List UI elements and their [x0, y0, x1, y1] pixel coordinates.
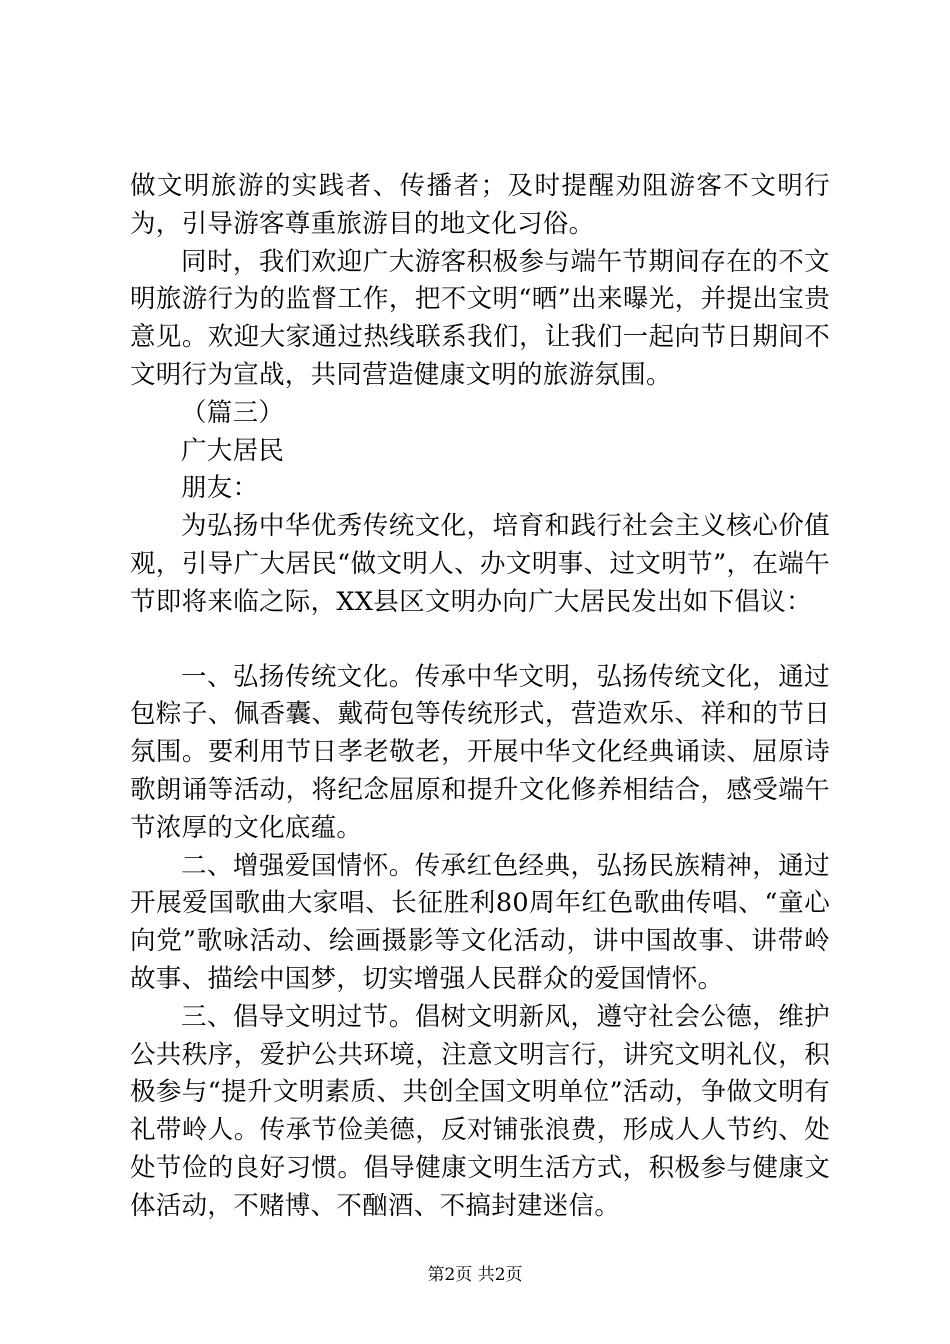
document-body	[130, 168, 830, 1226]
page-footer: 第2页 共2页	[427, 1265, 523, 1285]
section-heading: （篇三）	[181, 397, 285, 428]
paragraph-intro: 为弘扬中华优秀传统文化，培育和践行社会主义核心价值观，引导广大居民“做文明人、办文明事、过文明节”，在端午节即将来临之际，XX县区文明办向广大居民发出如下倡议：	[130, 511, 830, 617]
paragraph-item-3: 三、倡导文明过节。倡树文明新风，遵守社会公德，维护公共秩序，爱护公共环境，注意文明言行，讲究文明礼仪，积极参与“提升文明素质、共创全国文明单位”活动，争做文明有礼带岭人。传承节俭美德，反对铺张浪费，形成人人节约、处处节俭的良好习惯。倡导健康文明生活方式，积极参与健康文体活动，不赌博、不酗酒、不搞封建迷信。	[130, 1001, 830, 1221]
paragraph-spacer	[130, 622, 830, 659]
paragraph-item-2: 二、增强爱国情怀。传承红色经典，弘扬民族精神，通过开展爱国歌曲大家唱、长征胜利80周年红色歌曲传唱、“童心向党”歌咏活动、绘画摄影等文化活动，讲中国故事、讲带岭故事、描绘中国梦，切实增强人民群众的爱国情怀。	[130, 850, 830, 994]
salutation-line-1: 广大居民	[181, 435, 285, 466]
paragraph-supervision: 同时，我们欢迎广大游客积极参与端午节期间存在的不文明旅游行为的监督工作，把不文明“晒”出来曝光，并提出宝贵意见。欢迎大家通过热线联系我们，让我们一起向节日期间不文明行为宣战，共同营造健康文明的旅游氛围。	[130, 246, 830, 390]
paragraph-item-1: 一、弘扬传统文化。传承中华文明，弘扬传统文化，通过包粽子、佩香囊、戴荷包等传统形式，营造欢乐、祥和的节日氛围。要利用节日孝老敬老，开展中华文化经典诵读、屈原诗歌朗诵等活动，将纪念屈原和提升文化修养相结合，感受端午节浓厚的文化底蕴。	[130, 661, 830, 843]
salutation-line-2: 朋友：	[181, 473, 259, 504]
paragraph-continuation: 做文明旅游的实践者、传播者；及时提醒劝阻游客不文明行为，引导游客尊重旅游目的地文化习俗。	[130, 171, 830, 239]
